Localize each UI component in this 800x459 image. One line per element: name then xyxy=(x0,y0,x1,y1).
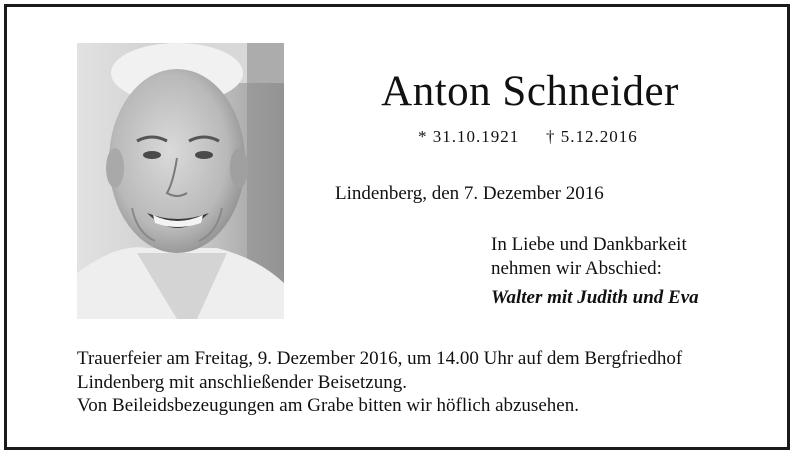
birth-date: * 31.10.1921 xyxy=(418,127,520,146)
funeral-line: Trauerfeier am Freitag, 9. Dezember 2016, um 14.00 Uhr auf dem Bergfriedhof xyxy=(77,348,683,369)
family-signature: Walter mit Judith und Eva xyxy=(491,287,699,308)
condolence-note: Von Beileidsbezeugungen am Grabe bitten wir höflich abzusehen. xyxy=(77,395,579,416)
death-date: † 5.12.2016 xyxy=(546,127,638,146)
funeral-line: Lindenberg mit anschließender Beisetzung. xyxy=(77,371,407,393)
portrait-photo xyxy=(77,43,284,319)
closing-line: In Liebe und Dankbarkeit xyxy=(491,234,687,255)
deceased-name: Anton Schneider xyxy=(381,68,679,115)
place-and-date: Lindenberg, den 7. Dezember 2016 xyxy=(335,183,604,204)
funeral-info xyxy=(77,347,777,418)
closing-line: nehmen wir Abschied: xyxy=(491,258,662,279)
closing-block xyxy=(491,233,699,310)
